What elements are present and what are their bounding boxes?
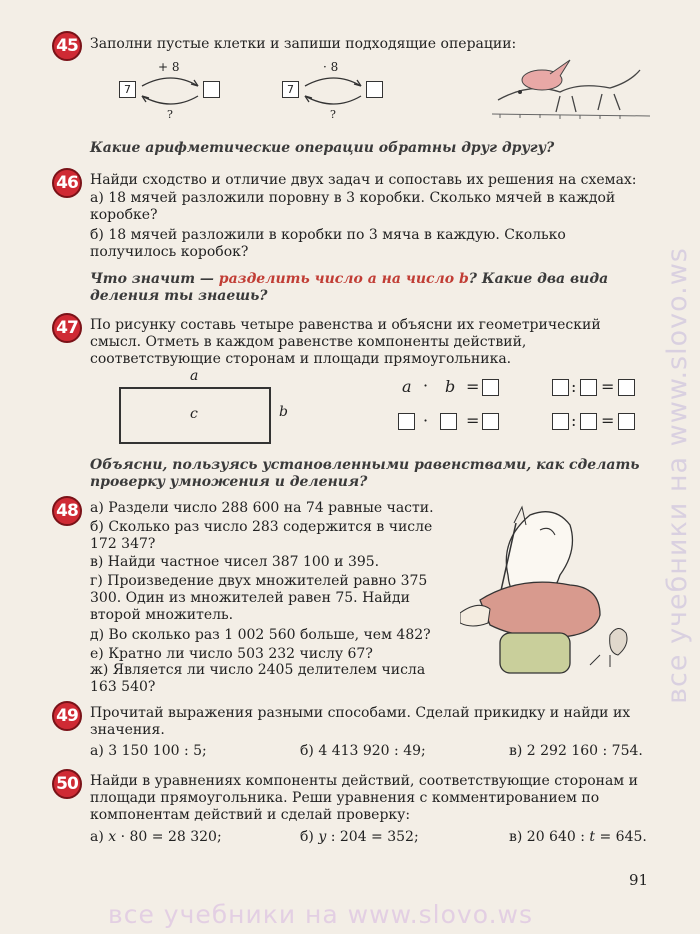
rectangle-side-a-label: a (190, 368, 199, 384)
exercise-46-question-end: ? Какие два вида деления ты знаешь? (90, 271, 609, 304)
eq-b-variable: y (318, 829, 327, 845)
exercise-48-item-e: д) Во сколько раз 1 002 560 больше, чем 482? (90, 627, 431, 643)
exercise-45-badge: 45 (52, 31, 82, 61)
exercise-50-item-a (90, 829, 222, 845)
exercise-48-item-c: в) Найди частное чисел 387 100 и 395. (90, 554, 380, 570)
eq-c-rest: = 645. (595, 829, 647, 845)
eq1-dot: · (423, 376, 429, 395)
exercise-48-item-b: б) Сколько раз число 283 содержится в числе 172 347? (90, 519, 433, 552)
eq-b-rest: : 204 = 352; (326, 829, 419, 845)
scheme1-value-box: 7 (119, 81, 136, 98)
exercise-46-badge: 46 (52, 168, 82, 198)
eq4-equals: = (601, 411, 615, 430)
scheme2-arrows (301, 74, 367, 108)
eq2-box-1 (552, 379, 569, 396)
eq2-equals: = (601, 377, 615, 396)
exercise-48-item-a: а) Раздели число 288 600 на 74 равные части. (90, 500, 434, 516)
exercise-45-task: Заполни пустые клетки и запиши подходящие операции: (90, 36, 517, 52)
eq1-a: a (402, 377, 412, 396)
scheme1-back-label: ? (167, 108, 173, 121)
eq3-box-3 (482, 413, 499, 430)
page-number: 91 (629, 871, 649, 889)
exercise-48-badge: 48 (52, 496, 82, 526)
exercise-48-item-f: е) Кратно ли число 503 232 числу 67? (90, 646, 373, 662)
exercise-46-item-b: б) 18 мячей разложили в коробки по 3 мяча в каждую. Сколько получилось коробок? (90, 227, 566, 260)
exercise-49-task: Прочитай выражения разными способами. Сделай прикидку и найди их значения. (90, 705, 631, 738)
creature-illustration (490, 52, 660, 124)
exercise-47-task: По рисунку составь четыре равенства и объясни их геометрический смысл. Отметь в каждом равенстве компоненты действий, соответствующие сторонам и площади прямоугольника. (90, 317, 601, 367)
eq4-box-1 (552, 413, 569, 430)
exercise-49-badge: 49 (52, 701, 82, 731)
eq4-box-2 (580, 413, 597, 430)
eq2-box-3 (618, 379, 635, 396)
scheme2-op-label: · 8 (323, 60, 339, 74)
scheme1-empty-box (203, 81, 220, 98)
scheme1-op-label: + 8 (158, 60, 180, 74)
exercise-46-question (90, 271, 650, 305)
exercise-50-badge: 50 (52, 769, 82, 799)
side-watermark (662, 130, 692, 820)
rectangle-area-c-label: c (190, 406, 198, 422)
eq2-box-2 (580, 379, 597, 396)
side-watermark-text: все учебники на www.slovo.ws (661, 246, 693, 704)
exercise-49-item-c: в) 2 292 160 : 754. (509, 743, 643, 759)
eq4-box-3 (618, 413, 635, 430)
exercise-49-item-b: б) 4 413 920 : 49; (300, 743, 426, 759)
scheme2-empty-box (366, 81, 383, 98)
exercise-46-question-highlight: разделить число a на число b (218, 271, 469, 287)
rectangle-side-b-label: b (279, 404, 288, 420)
eq3-box-1 (398, 413, 415, 430)
eq-c-variable: t (589, 829, 596, 845)
exercise-50-item-c (509, 829, 647, 845)
exercise-46-item-a: а) 18 мячей разложили поровну в 3 коробки. Сколько мячей в каждой коробке? (90, 190, 616, 223)
eq-a-prefix: а) (90, 829, 109, 845)
eq3-equals: = (466, 411, 480, 430)
scheme2-back-label: ? (330, 108, 336, 121)
eq3-dot: · (423, 411, 429, 430)
exercise-46-task: Найди сходство и отличие двух задач и сопоставь их решения на схемах: (90, 172, 637, 188)
eq-a-rest: · 80 = 28 320; (116, 829, 222, 845)
exercise-50-item-b (300, 829, 419, 845)
exercise-45-question: Какие арифметические операции обратны друг другу? (90, 140, 555, 156)
eq-c-prefix: в) 20 640 : (509, 829, 590, 845)
exercise-48-item-d: г) Произведение двух множителей равно 375 300. Один из множителей равен 75. Найди второй множитель. (90, 573, 428, 623)
eq-b-prefix: б) (300, 829, 319, 845)
exercise-47-question: Объясни, пользуясь установленными равенствами, как сделать проверку умножения и деления? (90, 457, 640, 490)
eq2-colon: : (571, 377, 577, 396)
exercise-49-item-a: а) 3 150 100 : 5; (90, 743, 207, 759)
eq4-colon: : (571, 411, 577, 430)
eq1-result-box (482, 379, 499, 396)
exercise-50-task: Найди в уравнениях компоненты действий, соответствующие сторонам и площади прямоугольника. Реши уравнения с комментированием по компонентам действий и сделай проверку: (90, 773, 638, 823)
exercise-47-badge: 47 (52, 313, 82, 343)
exercise-48-item-g: ж) Является ли число 2405 делителем числа 163 540? (90, 662, 426, 695)
bottom-watermark: все учебники на www.slovo.ws (108, 900, 533, 929)
eq-a-variable: x (108, 829, 117, 845)
character-illustration (460, 505, 645, 685)
scheme1-arrows (138, 74, 204, 108)
eq1-equals: = (466, 377, 480, 396)
scheme2-value-box: 7 (282, 81, 299, 98)
exercise-46-question-start: Что значит — (90, 271, 219, 287)
eq3-box-2 (440, 413, 457, 430)
eq1-b: b (445, 377, 456, 396)
